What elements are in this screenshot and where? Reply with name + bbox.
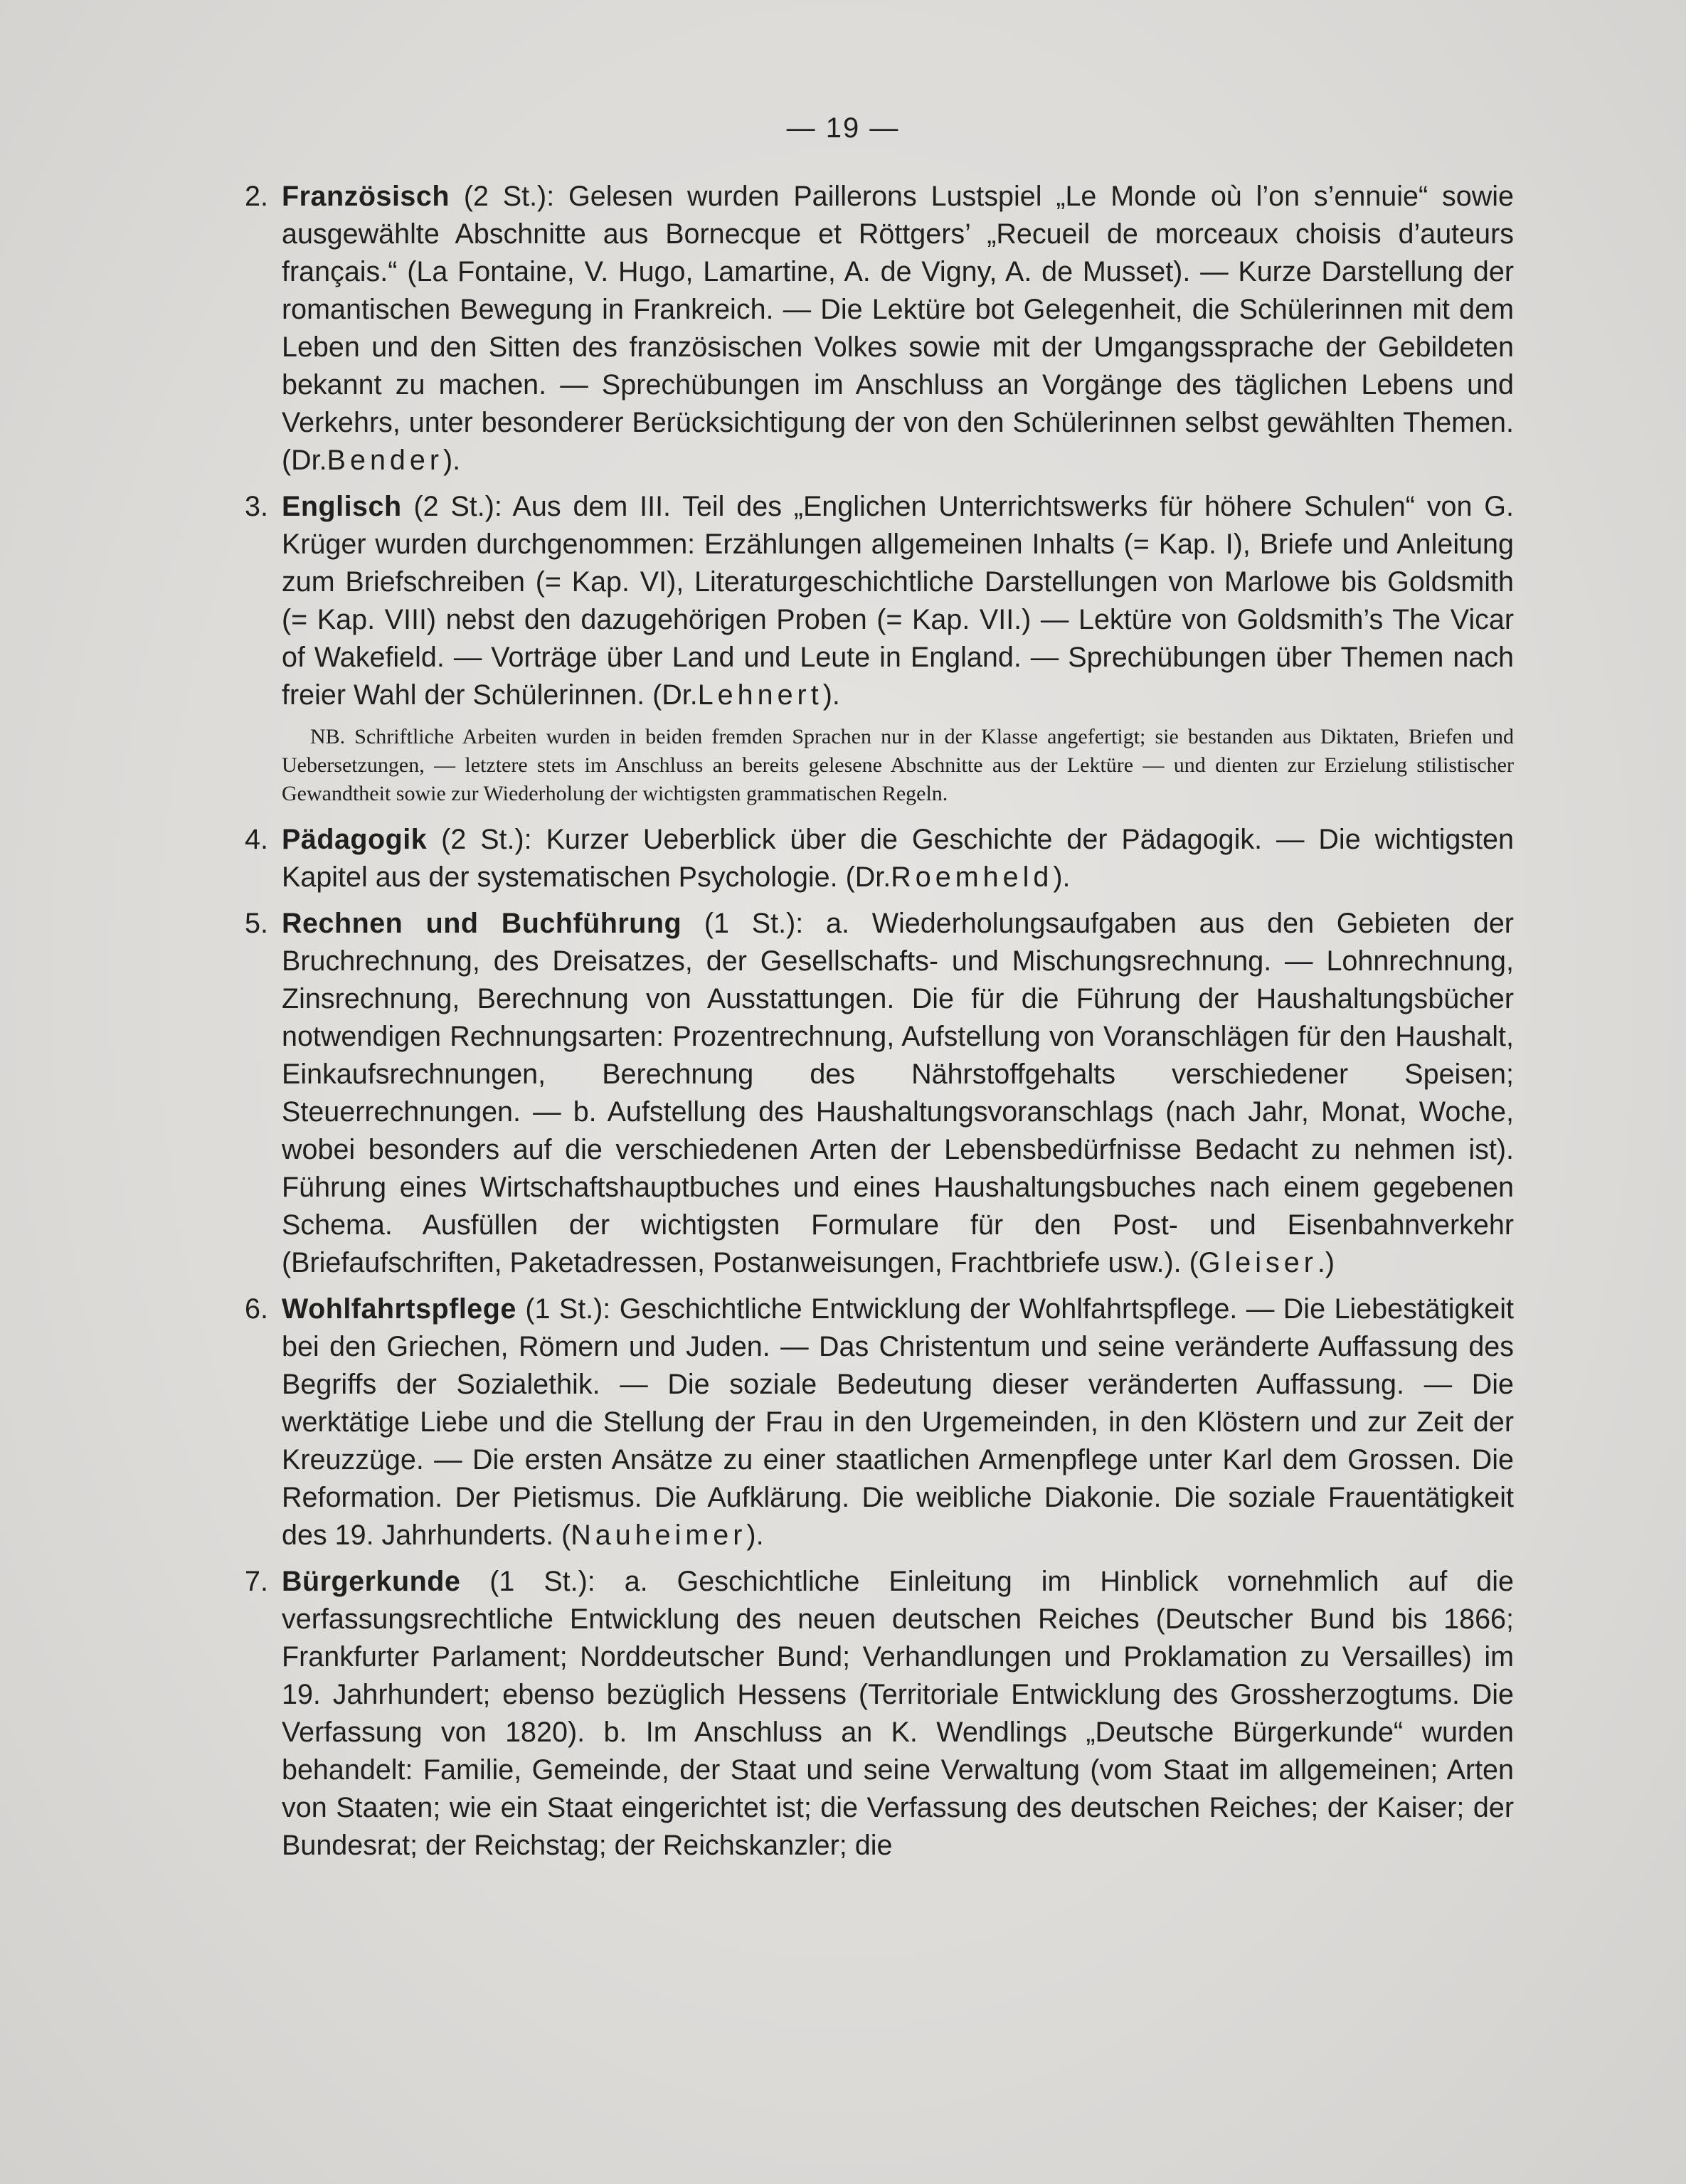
item-number: 4. — [245, 824, 268, 855]
teacher-name: Gleiser — [1198, 1247, 1317, 1278]
teacher-prefix: (Dr. — [652, 679, 698, 711]
teacher-name: Lehnert — [697, 679, 823, 711]
subject-text: a. Geschichtliche Einleitung im Hinblick vornehmlich auf die verfassungsrechtliche Entwicklung des neuen deutschen Reiches (Deutscher Bund bis 1866; Frankfurter Parlament; Norddeutscher Bund; Verhandlungen und Proklamation zu Versailles) im 19. Jahrhundert; ebenso bezüglich Hessens (Territoriale Entwicklung des Grossherzogtums. Die Verfassung von 1820). b. Im Anschluss an K. Wendlings „Deutsche Bürgerkunde“ wurden behandelt: Familie, Gemeinde, der Staat und seine Verwaltung (vom Staat im allgemeinen; Arten von Staaten; wie ein Staat eingerichtet ist; die Verfassung des deutschen Reiches; der Kaiser; der Bundesrat; der Reichstag; der Reichskanzler; die — [282, 1566, 1515, 1861]
subject-paragraph-buergerkunde — [245, 1563, 1514, 1865]
teacher-name: Roemheld — [891, 862, 1054, 893]
subject-paragraph-paedagogik — [245, 821, 1514, 896]
item-number: 2. — [245, 181, 268, 212]
subject-hours: (1 St.): — [525, 1293, 611, 1325]
subject-text: Geschichtliche Entwicklung der Wohlfahrtspflege. — Die Liebestätigkeit bei den Griechen, Römern und Juden. — Das Christentum und seine veränderte Auffassung des Begriffs der Sozialethik. — Die soziale Bedeutung dieser veränderten Auffassung. — Die werktätige Liebe und die Stellung der Frau in den Urgemeinden, in den Klöstern und zur Zeit der Kreuzzüge. — Die ersten Ansätze zu einer staatlichen Armenpflege unter Karl dem Grossen. Die Reformation. Der Pietismus. Die Aufklärung. Die weibliche Diakonie. Die soziale Frauentätigkeit des 19. Jahrhunderts. — [282, 1293, 1514, 1551]
subject-hours: (2 St.): — [463, 181, 555, 212]
subject-paragraph-wohlfahrtspflege — [245, 1290, 1514, 1554]
item-number: 6. — [245, 1293, 268, 1325]
teacher-suffix: .) — [1317, 1247, 1335, 1278]
subject-text: Aus dem III. Teil des „Englichen Unterrichtswerks für höhere Schulen“ von G. Krüger wurden durchgenommen: Erzählungen allgemeinen Inhalts (= Kap. I), Briefe und Anleitung zum Briefschreiben (= Kap. VI), Literaturgeschichtliche Darstellungen von Marlowe bis Goldsmith (= Kap. VIII) nebst den dazugehörigen Proben (= Kap. VII.) — Lektüre von Goldsmith’s The Vicar of Wakefield. — Vorträge über Land und Leute in England. — Sprechübungen über Themen nach freier Wahl der Schülerinnen. — [282, 491, 1514, 711]
subject-heading: Wohlfahrtspflege — [282, 1293, 516, 1325]
subject-heading: Englisch — [282, 491, 402, 522]
subject-hours: (1 St.): — [489, 1566, 595, 1597]
note-text: Schriftliche Arbeiten wurden in beiden fremden Sprachen nur in der Klasse angefertigt; sie bestanden aus Diktaten, Briefen und Uebersetzungen, — letztere stets im Anschluss an bereits gelesene Abschnitte aus der Lektüre — und dienten zur Erzielung stilistischer Gewandtheit sowie zur Wiederholung der wichtigsten grammatischen Regeln. — [282, 725, 1515, 805]
teacher-suffix: ). — [443, 445, 461, 476]
subject-text: Gelesen wurden Paillerons Lustspiel „Le Monde où l’on s’ennuie“ sowie ausgewählte Abschnitte aus Bornecque et Röttgers’ „Recueil de morceaux choisis d’auteurs français.“ (La Fontaine, V. Hugo, Lamartine, A. de Vigny, A. de Musset). — Kurze Darstellung der romantischen Bewegung in Frankreich. — Die Lektüre bot Gelegenheit, die Schülerinnen mit dem Leben und den Sitten des französischen Volkes sowie mit der Umgangssprache der Gebildeten bekannt zu machen. — Sprechübungen im Anschluss an Vorgänge des täglichen Lebens und Verkehrs, unter besonderer Berücksichtigung der von den Schülerinnen selbst gewählten Themen. — [282, 181, 1514, 438]
teacher-suffix: ). — [822, 679, 840, 711]
homework-note — [245, 723, 1514, 808]
subject-heading: Französisch — [282, 181, 450, 212]
page-number: — 19 — — [786, 112, 900, 144]
subject-hours: (2 St.): — [413, 491, 502, 522]
teacher-prefix: ( — [1189, 1247, 1199, 1278]
item-number: 7. — [245, 1566, 268, 1597]
item-number: 5. — [245, 908, 268, 939]
teacher-prefix: (Dr. — [282, 445, 327, 476]
item-number: 3. — [245, 491, 268, 522]
subject-hours: (2 St.): — [441, 824, 532, 855]
teacher-suffix: ). — [746, 1520, 764, 1551]
subject-hours: (1 St.): — [704, 908, 804, 939]
subject-paragraph-rechnen — [245, 905, 1514, 1282]
subject-text: a. Wiederholungsaufgaben aus den Gebieten der Bruchrechnung, des Dreisatzes, der Gesellschafts- und Mischungsrechnung. — Lohnrechnung, Zinsrechnung, Berechnung von Ausstattungen. Die für die Führung der Haushaltungsbücher notwendigen Rechnungsarten: Prozentrechnung, Aufstellung von Voranschlägen für den Haushalt, Einkaufsrechnungen, Berechnung des Nährstoffgehalts verschiedener Speisen; Steuerrechnungen. — b. Aufstellung des Haushaltungsvoranschlags (nach Jahr, Monat, Woche, wobei besonders auf die verschiedenen Arten der Lebensbedürfnisse Bedacht zu nehmen ist). Führung eines Wirtschaftshauptbuches und eines Haushaltungsbuches nach einem gegebenen Schema. Ausfüllen der wichtigsten Formulare für den Post- und Eisenbahnverkehr (Briefaufschriften, Paketadressen, Postanweisungen, Frachtbriefe usw.). — [282, 908, 1514, 1278]
subject-paragraph-englisch — [245, 488, 1514, 714]
subject-paragraph-franzoesisch — [245, 178, 1514, 479]
subject-heading: Pädagogik — [282, 824, 428, 855]
page-body — [245, 178, 1514, 1873]
note-lead: NB. — [310, 725, 346, 748]
teacher-name: Nauheimer — [571, 1520, 747, 1551]
subject-text: Kurzer Ueberblick über die Geschichte der Pädagogik. — Die wichtigsten Kapitel aus der systematischen Psychologie. — [282, 824, 1514, 893]
teacher-name: Bender — [327, 445, 444, 476]
subject-heading: Bürgerkunde — [282, 1566, 461, 1597]
teacher-prefix: (Dr. — [845, 862, 891, 893]
subject-heading: Rechnen und Buchführung — [282, 908, 682, 939]
teacher-prefix: ( — [561, 1520, 571, 1551]
teacher-suffix: ). — [1053, 862, 1071, 893]
